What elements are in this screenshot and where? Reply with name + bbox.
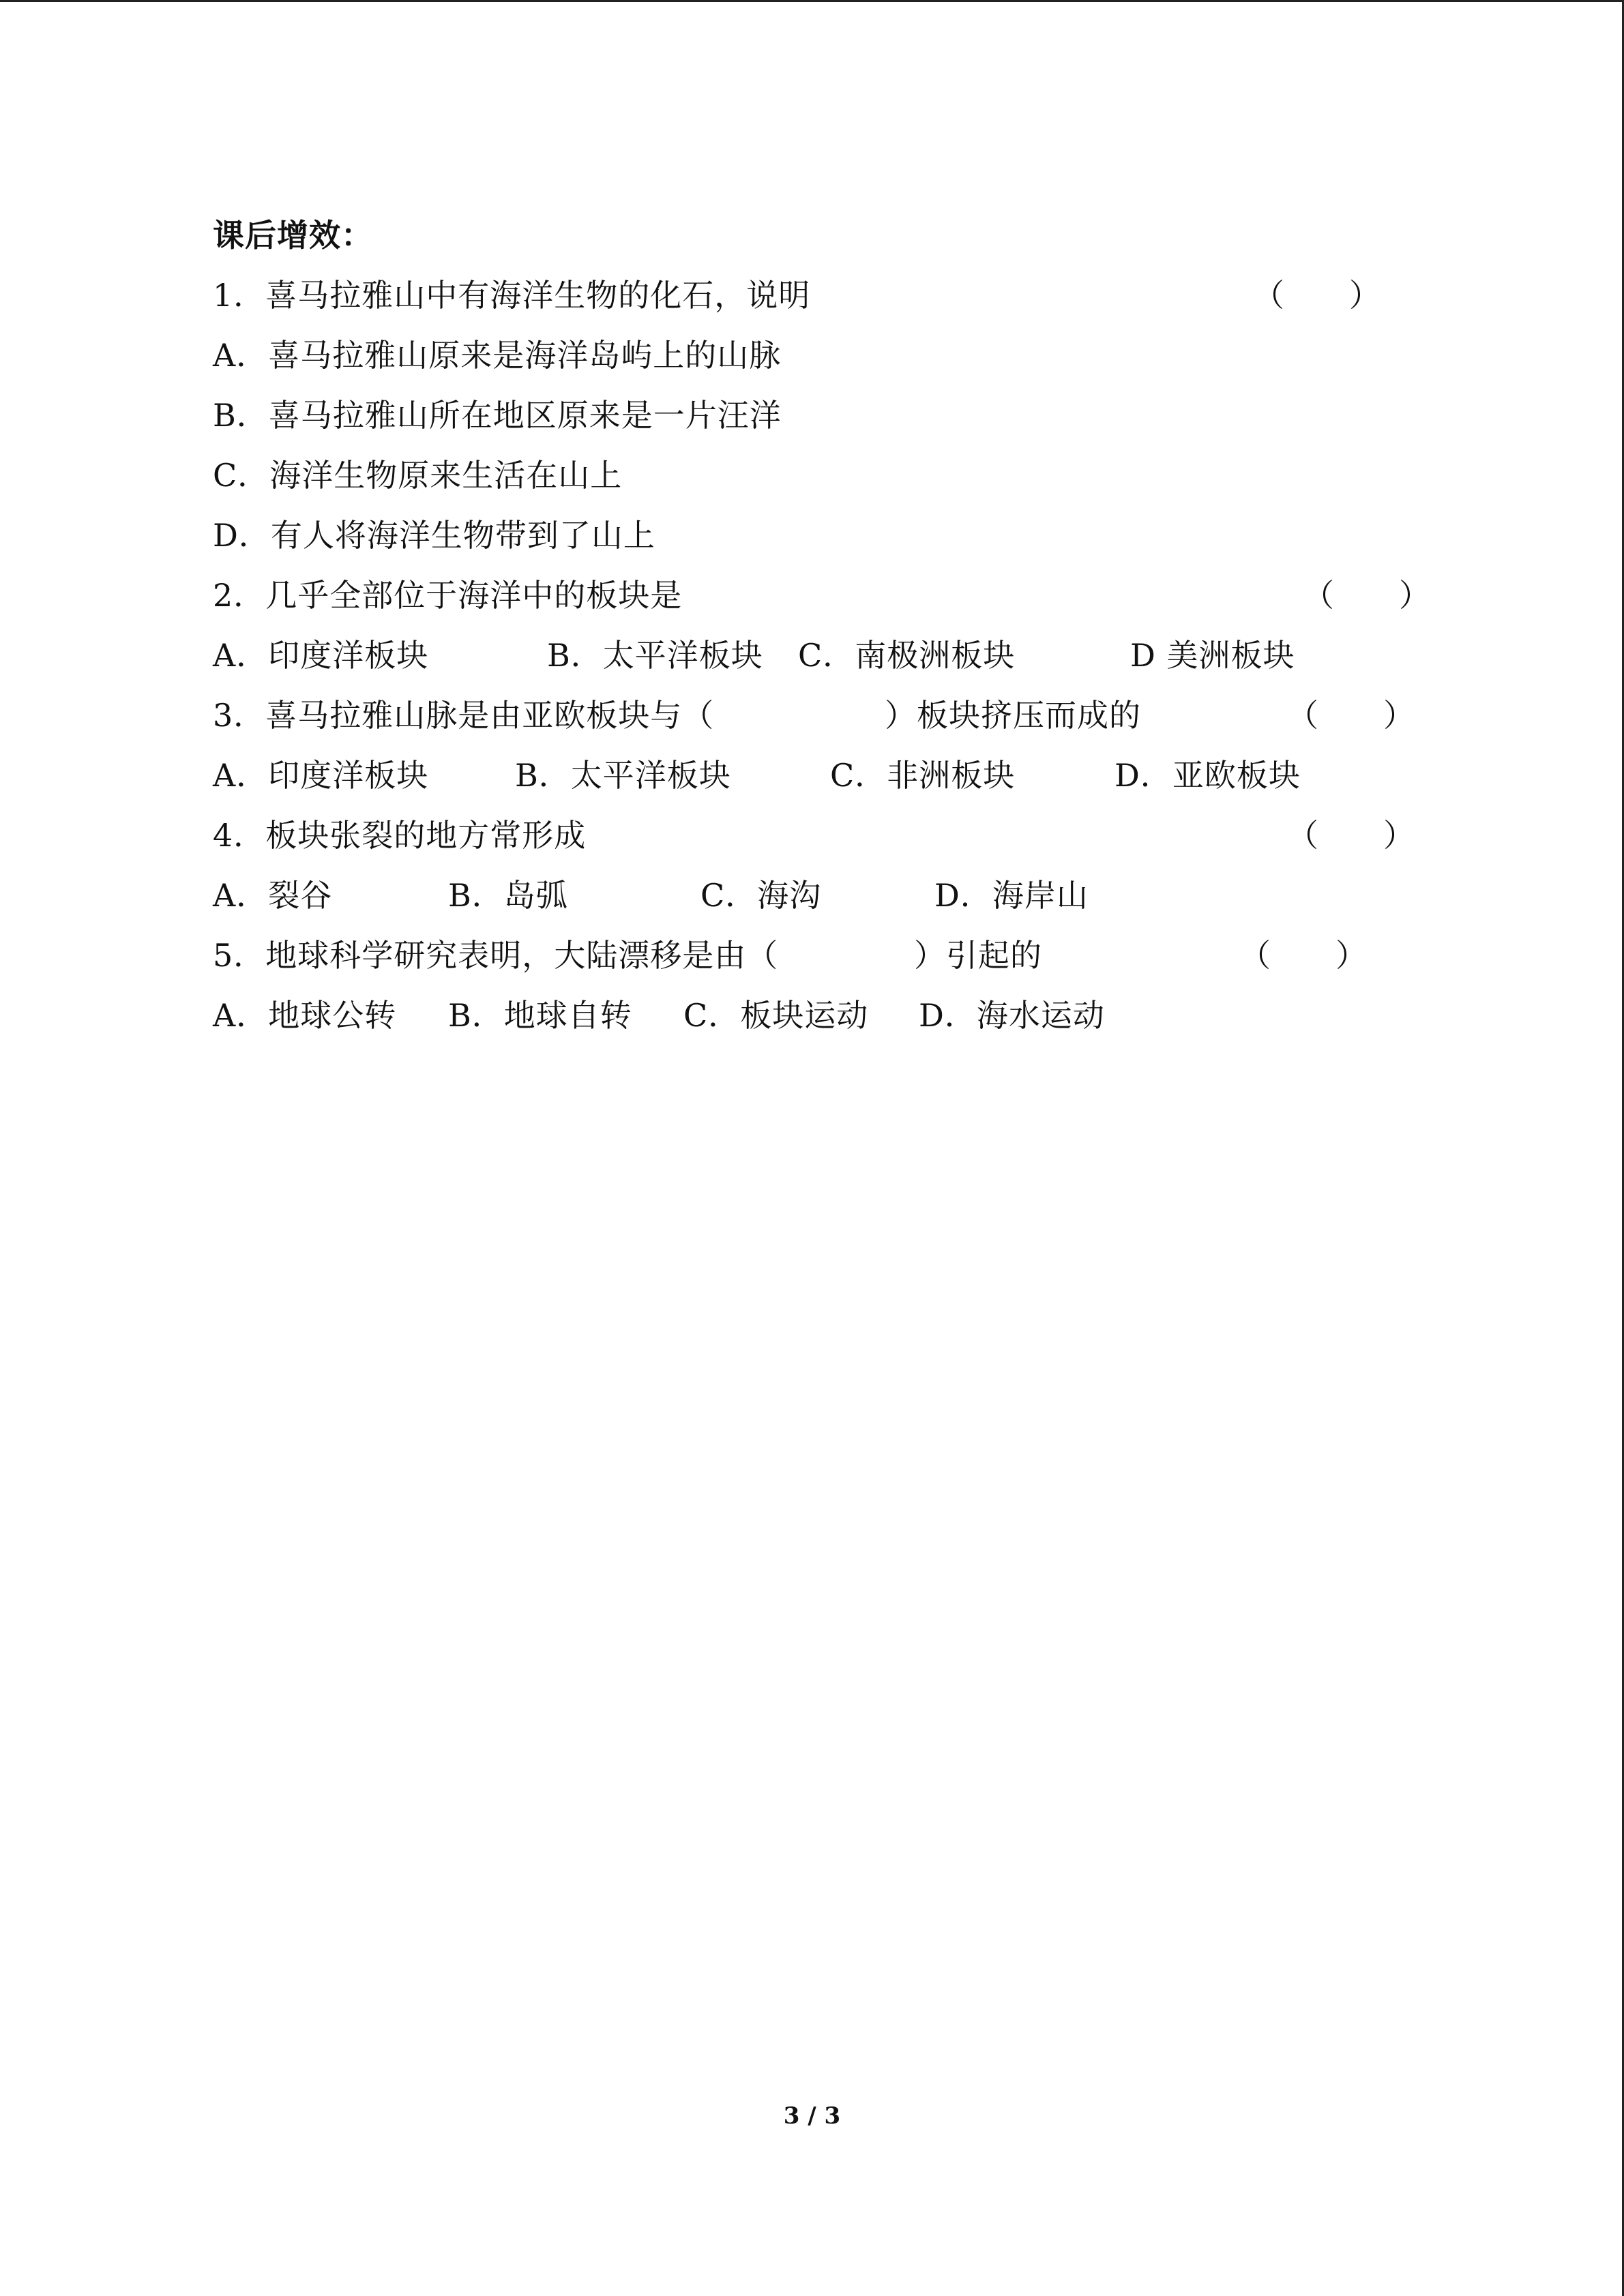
question-4-options — [213, 875, 1441, 916]
question-2-option-b: B．太平洋板块 — [547, 637, 763, 674]
question-5-options — [213, 995, 1441, 1036]
question-1-option-d: D．有人将海洋生物带到了山上 — [213, 517, 655, 554]
question-3-option-a: A．印度洋板块 — [213, 757, 429, 794]
page-number: 3 / 3 — [783, 2102, 841, 2130]
top-border-line — [0, 0, 1624, 2]
question-5-stem-after: ）引起的 — [914, 937, 1042, 974]
question-4-option-a: A．裂谷 — [213, 877, 333, 914]
question-5 — [213, 935, 1441, 976]
question-3-stem-after: ）板块挤压而成的 — [885, 697, 1141, 734]
question-3-option-c: C．非洲板块 — [830, 757, 1016, 794]
question-2-answer-bracket: （ ） — [1303, 577, 1431, 614]
question-3-option-d: D．亚欧板块 — [1114, 757, 1301, 794]
question-5-answer-bracket: （ ） — [1239, 937, 1368, 974]
question-3-stem-before: 3．喜马拉雅山脉是由亚欧板块与（ — [213, 697, 715, 734]
question-5-stem-before: 5．地球科学研究表明，大陆漂移是由（ — [213, 937, 779, 974]
question-4 — [213, 815, 1441, 856]
question-2-options — [213, 635, 1441, 676]
question-3 — [213, 695, 1441, 736]
question-2-option-c: C．南极洲板块 — [798, 637, 1016, 674]
question-2-stem: 2．几乎全部位于海洋中的板块是 — [213, 577, 683, 614]
question-3-answer-bracket: （ ） — [1287, 697, 1415, 734]
question-1-option-a: A．喜马拉雅山原来是海洋岛屿上的山脉 — [213, 337, 782, 374]
question-1 — [213, 275, 1381, 316]
question-1-answer-bracket: （ ） — [1253, 277, 1381, 314]
question-4-option-c: C．海沟 — [700, 877, 822, 914]
section-title: 课后增效： — [213, 217, 373, 254]
question-4-stem: 4．板块张裂的地方常形成 — [213, 817, 587, 854]
question-1-option-c: C．海洋生物原来生活在山上 — [213, 457, 623, 494]
question-4-option-b: B．岛弧 — [448, 877, 568, 914]
question-2 — [213, 575, 1441, 616]
question-4-answer-bracket: （ ） — [1287, 817, 1415, 854]
question-2-option-d: D 美洲板块 — [1130, 637, 1295, 674]
question-3-option-b: B．太平洋板块 — [515, 757, 731, 794]
question-2-option-a: A．印度洋板块 — [213, 637, 429, 674]
question-1-stem: 1．喜马拉雅山中有海洋生物的化石，说明 — [213, 277, 811, 314]
question-4-option-d: D．海岸山 — [934, 877, 1089, 914]
question-1-option-b: B．喜马拉雅山所在地区原来是一片汪洋 — [213, 397, 782, 434]
question-3-options — [213, 755, 1441, 796]
question-5-option-b: B．地球自转 — [448, 997, 632, 1034]
question-5-option-a: A．地球公转 — [213, 997, 397, 1034]
question-5-option-d: D．海水运动 — [919, 997, 1105, 1034]
question-5-option-c: C．板块运动 — [683, 997, 869, 1034]
